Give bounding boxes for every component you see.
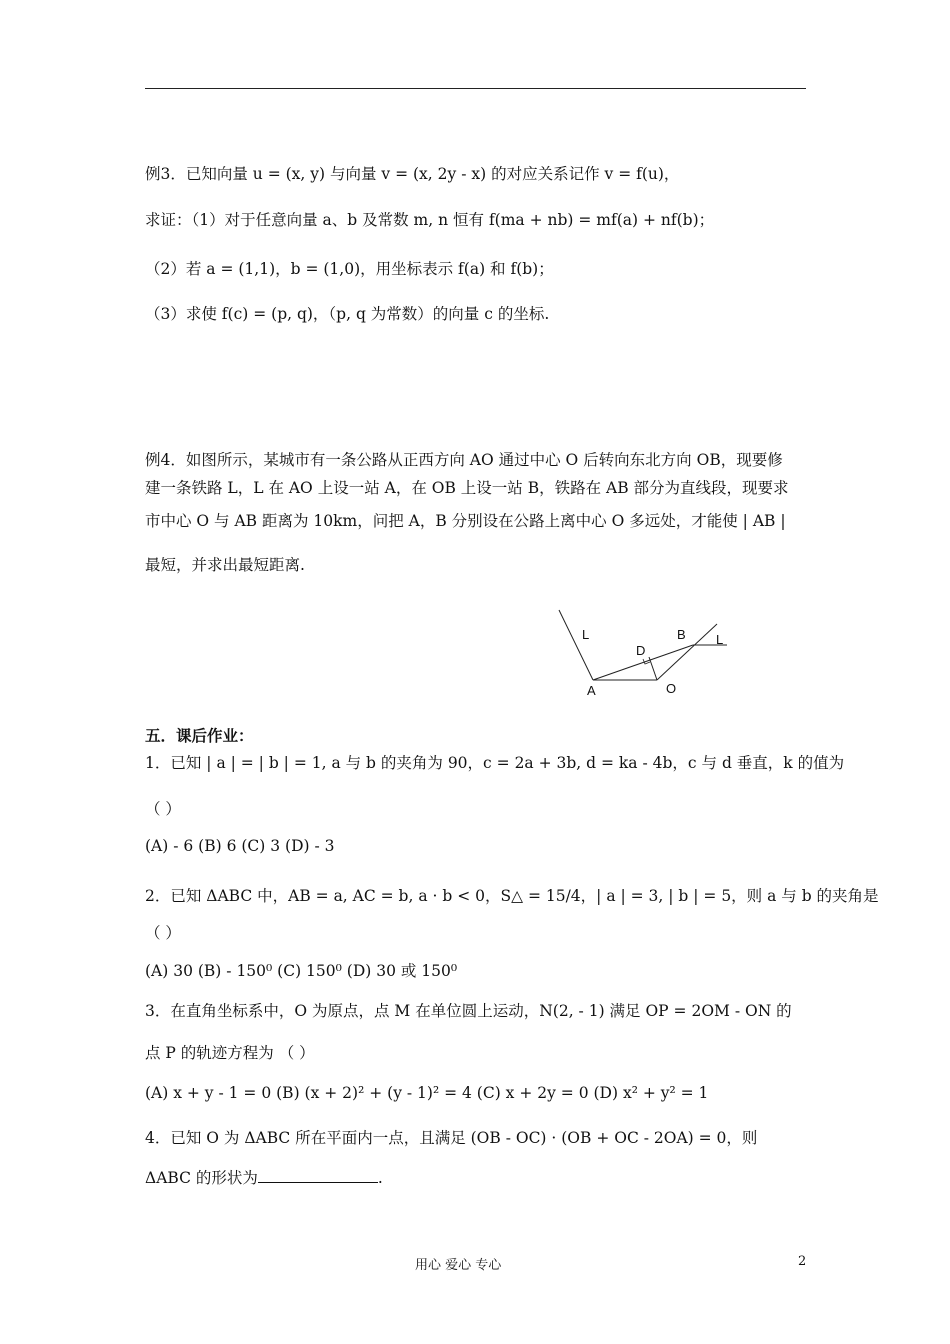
railway-left-segment: [559, 610, 593, 680]
example3-line2: 求证：（1）对于任意向量 a、b 及常数 m, n 恒有 f(ma + nb) = mf(a) + nf(b)；: [145, 211, 715, 229]
example3-line4: （3）求使 f(c) = (p, q)，（p, q 为常数）的向量 c 的坐标.: [145, 305, 550, 323]
example4-line3: 市中心 O 与 AB 距离为 10km，问把 A，B 分别设在公路上离中心 O 多远处，才能使 | AB |: [145, 512, 786, 530]
footer-motto: 用心 爱心 专心: [415, 1258, 502, 1273]
road-ob: [657, 624, 717, 680]
label-l-left: L: [582, 627, 590, 642]
page-number: 2: [798, 1254, 807, 1269]
q1-options: (A) - 6 (B) 6 (C) 3 (D) - 3: [145, 837, 335, 855]
label-a: A: [587, 683, 596, 698]
label-b: B: [677, 627, 686, 642]
example3-line1: 例3．已知向量 u = (x, y) 与向量 v = (x, 2y - x) 的对应关系记作 v = f(u)，: [145, 165, 680, 183]
example4-line4: 最短，并求出最短距离.: [145, 556, 305, 574]
q2-line1: 2．已知 ΔABC 中，AB = a, AC = b, a · b < 0，S△ = 15/4，| a | = 3, | b | = 5，则 a 与 b 的夹角是: [145, 887, 879, 905]
q4-line1: 4．已知 O 为 ΔABC 所在平面内一点，且满足 (OB - OC) · (OB + OC - 2OA) = 0，则: [145, 1129, 758, 1147]
q3-line2: 点 P 的轨迹方程为 （ ）: [145, 1044, 315, 1062]
label-l-right: L: [716, 632, 724, 647]
q4-line2: [145, 1167, 383, 1189]
q3-line1: 3．在直角坐标系中，O 为原点，点 M 在单位圆上运动，N(2, - 1) 满足 OP = 2OM - ON 的: [145, 1002, 792, 1020]
q4-line2-prefix: ΔABC 的形状为: [145, 1169, 258, 1187]
q1-line2: （ ）: [145, 800, 181, 818]
q2-options: (A) 30 (B) - 150⁰ (C) 150⁰ (D) 30 或 150⁰: [145, 962, 458, 980]
q4-line2-suffix: .: [377, 1169, 383, 1187]
perpendicular-od: [649, 657, 657, 680]
homework-heading: 五．课后作业：: [145, 727, 254, 745]
label-o: O: [666, 681, 677, 696]
road-diagram: [545, 607, 745, 702]
example4-line2: 建一条铁路 L，L 在 AO 上设一站 A，在 OB 上设一站 B，铁路在 AB 部分为直线段，现要求: [145, 479, 789, 497]
label-d: D: [636, 643, 646, 658]
q2-line2: （ ）: [145, 924, 181, 942]
q1-line1: 1．已知 | a | = | b | = 1, a 与 b 的夹角为 90，c = 2a + 3b, d = ka - 4b，c 与 d 垂直，k 的值为: [145, 754, 845, 772]
example3-line3: （2）若 a = (1,1)，b = (1,0)，用坐标表示 f(a) 和 f(b)；: [145, 260, 554, 278]
q3-options: (A) x + y - 1 = 0 (B) (x + 2)² + (y - 1)² = 4 (C) x + 2y = 0 (D) x² + y² = 1: [145, 1084, 709, 1102]
header-rule: [145, 88, 806, 89]
example4-line1: 例4．如图所示，某城市有一条公路从正西方向 AO 通过中心 O 后转向东北方向 OB，现要修: [145, 451, 783, 469]
answer-blank: [258, 1168, 378, 1183]
